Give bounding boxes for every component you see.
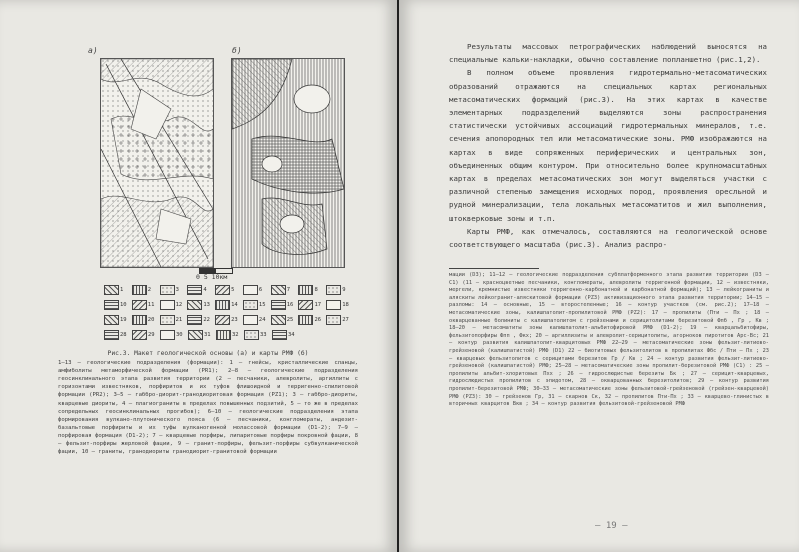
legend-row <box>104 299 352 311</box>
legend-item <box>326 299 352 311</box>
legend-swatch <box>132 300 147 310</box>
legend-swatch <box>243 315 258 325</box>
legend-item <box>244 329 270 341</box>
legend-swatch <box>243 285 258 295</box>
legend-item <box>243 299 269 311</box>
legend-item <box>132 284 158 296</box>
legend-item <box>132 314 158 326</box>
legend-number: 8 <box>314 287 318 293</box>
legend-swatch <box>160 330 175 340</box>
legend-item <box>243 314 269 326</box>
legend-number: 32 <box>232 332 239 338</box>
legend-item <box>243 284 269 296</box>
legend-number: 24 <box>258 317 266 323</box>
legend-number: 13 <box>203 302 210 308</box>
legend-number: 30 <box>176 332 183 338</box>
paragraph: Результаты массовых петрографических наблюдений выносятся на специальные кальки-накладки, обычно составление попланшетно (рис.1,2). <box>449 42 767 65</box>
legend-number: 22 <box>203 317 210 323</box>
caption-title: Рис.3. Макет геологической основы (а) и карты РМФ (б) <box>107 350 309 357</box>
legend-item <box>160 314 186 326</box>
legend-swatch <box>298 315 313 325</box>
legend-row <box>104 314 352 326</box>
legend-swatch <box>271 285 286 295</box>
legend-swatch <box>271 315 286 325</box>
legend-item <box>160 284 186 296</box>
legend-item <box>187 299 213 311</box>
map-legend <box>104 284 352 344</box>
legend-row <box>104 329 352 341</box>
legend-item <box>298 314 324 326</box>
legend-swatch <box>132 315 147 325</box>
right-page <box>399 0 799 552</box>
legend-number: 3 <box>175 287 179 293</box>
legend-number: 21 <box>175 317 183 323</box>
legend-number: 11 <box>147 302 155 308</box>
legend-swatch <box>160 285 175 295</box>
legend-swatch <box>160 300 175 310</box>
legend-swatch <box>104 300 119 310</box>
legend-swatch <box>271 300 286 310</box>
legend-swatch <box>104 330 119 340</box>
footnote-divider <box>449 268 539 269</box>
legend-number: 29 <box>148 332 155 338</box>
legend-row <box>104 284 352 296</box>
legend-number: 15 <box>258 302 266 308</box>
legend-item <box>215 284 241 296</box>
legend-number: 7 <box>286 287 290 293</box>
legend-item <box>271 299 297 311</box>
legend-swatch <box>216 330 231 340</box>
legend-item <box>216 329 242 341</box>
legend-number: 31 <box>204 332 211 338</box>
legend-item <box>104 299 130 311</box>
legend-number: 28 <box>120 332 127 338</box>
legend-item <box>271 314 297 326</box>
legend-item <box>132 329 158 341</box>
legend-item <box>215 299 241 311</box>
scale-label: 0 5 10км <box>196 273 228 281</box>
legend-swatch <box>132 285 147 295</box>
legend-number: 6 <box>258 287 263 293</box>
figure-caption <box>58 350 358 456</box>
legend-swatch <box>326 315 341 325</box>
body-text <box>449 40 767 251</box>
paragraph: В полном объеме проявления гидротермально-метасоматических образований отражаются на специальных картах региональных метасоматических формаций (рис.3). На этих картах в качестве элементарных подразделений выделяются зоны распространения статистически устойчивых ассоциаций гидротермальных минералов, т.е. сечения апопородных тел или метасоматические зоны. РМФ изображаются на картах в виде сопряженных периферических и центральных зон, объединенных общим контуром. При относительно более крупномасштабных картах в пределах метасоматических зон могут выделяться участки с различной степенью замещения исходных пород, проявления оресльной и рудной минерализации, тела локальных метасоматитов и жил выполнения, штокверковые зоны и т.п. <box>449 68 767 223</box>
legend-number: 34 <box>288 332 295 338</box>
legend-item <box>104 329 130 341</box>
legend-number: 1 <box>120 287 124 293</box>
legend-number: 4 <box>203 287 207 293</box>
legend-swatch <box>244 330 259 340</box>
page-number: – 19 – <box>595 521 628 531</box>
legend-number: 23 <box>231 317 238 323</box>
legend-swatch <box>326 300 341 310</box>
left-page <box>0 0 397 552</box>
legend-item <box>187 284 213 296</box>
legend-item <box>188 329 214 341</box>
legend-swatch <box>215 285 230 295</box>
legend-swatch <box>187 315 202 325</box>
legend-item <box>160 329 186 341</box>
legend-swatch <box>215 315 230 325</box>
legend-swatch <box>104 285 119 295</box>
legend-item <box>104 284 130 296</box>
legend-number: 19 <box>120 317 127 323</box>
legend-number: 12 <box>175 302 183 308</box>
legend-item <box>326 284 352 296</box>
legend-swatch <box>272 330 287 340</box>
rmf-map-panel-b <box>231 58 345 268</box>
legend-item <box>215 314 241 326</box>
legend-item <box>326 314 352 326</box>
legend-swatch <box>188 330 203 340</box>
legend-item <box>104 314 130 326</box>
geology-map-panel-a <box>100 58 214 268</box>
paragraph: Карты РМФ, как отмечалось, составляются на геологической основе соответствующего масштаба (рис.3). Анализ распро- <box>449 226 767 250</box>
panel-a-label: а) <box>88 46 98 55</box>
legend-swatch <box>298 285 313 295</box>
legend-number: 17 <box>314 302 322 308</box>
legend-item <box>298 299 324 311</box>
legend-swatch <box>215 300 230 310</box>
legend-swatch <box>160 315 175 325</box>
legend-number: 26 <box>314 317 322 323</box>
legend-swatch <box>326 285 341 295</box>
legend-swatch <box>243 300 258 310</box>
legend-number: 14 <box>231 302 238 308</box>
legend-swatch <box>132 330 147 340</box>
legend-number: 2 <box>147 287 152 293</box>
legend-item <box>187 314 213 326</box>
legend-swatch <box>104 315 119 325</box>
legend-item <box>272 329 298 341</box>
legend-number: 33 <box>260 332 267 338</box>
legend-number: 5 <box>231 287 235 293</box>
legend-swatch <box>187 300 202 310</box>
legend-number: 18 <box>342 302 349 308</box>
legend-number: 20 <box>147 317 155 323</box>
panel-b-label: б) <box>232 46 242 55</box>
legend-number: 9 <box>342 287 346 293</box>
legend-swatch <box>298 300 313 310</box>
caption-continuation: мации (D3); 11–12 – геологические подразделения субплатформенного этапа развития территории (D3 – C1) (11 – красноцветные песчаники, конгломераты, алевролиты терригенной формации, 12 – известняки, мергели, кремнистые известняки терригенно-карбонатной и карбонатной формаций); 13 – лейкограниты и аляскиты лейкогранит-аляскитовой формации (PZ3) активизационного этапа развития территории; 14–15 – разломы: 14 – основные, 15 – второстепенные; 16 – контур участков (см. рис.2); 17–18 – метасоматические зоны, калишпатолит-пропилитовой РМФ (PZ2): 17 – пропилиты (Пти – Пх ; 18 – окварцеванные болиниты с калишпатолитом с грейзенами и серицитолитами березитовой Фпб , Гр , Кв ; 18–20 – метасоматиты зоны калишпатолит-альбитофировой РМФ (D1-2); 19 – кварцальбитофиры, фельзитопорфиры Фпп , Фкх; 20 – аргиллизиты и алевролит-серицитолиты, агорноков пиротитов Арс-Вс; 21 – контур развития калишпатолит-кварцитовых РМФ 22–29 – метасоматические зоны фельзит-литиево-грейзеновой (калишпатистой) РМФ (D1) 22 – биотитовых фельзитолитов в пропилитах Фбс / Пти – Пх ; 23 – кварцевых фельзитолитов с серицитами березитов Гр / Кв ; 24 – контур развития фельзит-литиево-грейзеновой (калишпатистой) РМФ; 25–28 – метасоматические зоны пропилит-березитовой РМФ (C1) : 25 – пропилиты альбит-хлоритовых Пхх ; 26 – гидрослюдистые березиты Бк ; 27 – серицит-кварцевых, гидрослюдистых пропилитов с эпидотом, 28 – окварцованных березитолитов; 29 – контур развития пропилит-березитовой РМФ; 30–33 – метасоматические зоны фельзитовой-грейзеновой (грейзен-кварцевой) РМФ (PZ3): 30 – грейзенов Гр, 31 – скарнов Ск, 32 – пропилитов Пти-Пх ; 33 – кварцево-глинистых в вторичных кварцитов Вкв ; 34 – контур развития фельзитовой-грейзеновой РМФ <box>449 272 769 408</box>
legend-number: 16 <box>286 302 294 308</box>
legend-item <box>132 299 158 311</box>
legend-number: 25 <box>286 317 294 323</box>
legend-item <box>160 299 186 311</box>
legend-item <box>271 284 297 296</box>
caption-body: 1–13 – геологические подразделения (формации): 1 – гнейсы, кристаллические сланцы, амфиболиты метаморфической формации (PR1); 2–8 – геологические подразделения геосинклинального этапа развития территории (2 – песчаники, алевролиты, аргиллиты с горизонтами известняков, порфиритов и их туфов флишоидной и терригенно-спилитовой формации (PR2); 3–5 – габбро-диорит-гранодиоритовая формация (PZ1); 3 – габбро-диориты, кварцевые диориты, 4 – плагиограниты в пределах повышенных подзитий, 5 – то же в пределах сопредельных геосинклинальных прогибов); 6–10 – геологические подразделения этапа формирования вулкано-плутонического пояса (6 – песчаники, конгломераты, андезит-базальтовые порфириты и их туфы вулканогенной молассовой формации (D1-2); 7–9 – порфировая формация (D1-2); 7 – кварцевые порфиры, липаритовые порфиры покровной фации, 8 – фельзит-порфиры жерловой фации, 9 – гранит-порфиры, фельзит-порфиры субвулканической фации, 10 – граниты, гранодиориты гранодиорит-гранитовой формации <box>58 360 358 456</box>
legend-number: 10 <box>120 302 127 308</box>
legend-number: 27 <box>342 317 349 323</box>
legend-item <box>298 284 324 296</box>
legend-swatch <box>187 285 202 295</box>
